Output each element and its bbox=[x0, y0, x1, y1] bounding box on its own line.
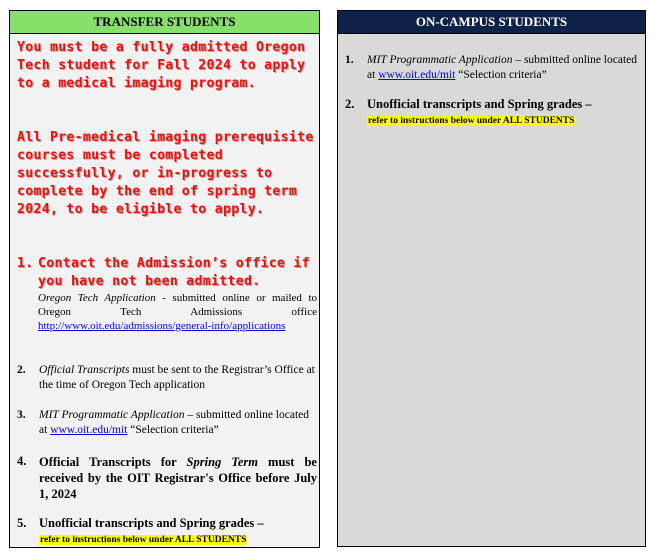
admission-notice: You must be a fully admitted Oregon Tech student for Fall 2024 to apply to a medical imaging program. bbox=[17, 40, 306, 91]
item-number: 1. bbox=[17, 256, 34, 271]
transfer-item-3 bbox=[17, 408, 317, 438]
transfer-item-2 bbox=[17, 363, 317, 393]
application-description: - submitted online or mailed to Oregon Tech Admissions office bbox=[38, 292, 318, 318]
transfer-students-column bbox=[9, 10, 320, 548]
on-campus-students-header: ON-CAMPUS STUDENTS bbox=[338, 11, 645, 34]
admissions-link[interactable]: http://www.oit.edu/admissions/general-info/applications bbox=[38, 320, 286, 332]
item-number: 5. bbox=[17, 516, 27, 530]
oregon-tech-application-text bbox=[38, 291, 317, 333]
spring-transcripts-text: Official Transcripts for Spring Term must be received by the OIT Registrar's Office before July 1, 2024 bbox=[39, 455, 317, 501]
transfer-item-4 bbox=[17, 454, 317, 502]
unofficial-transcripts-text: Unofficial transcripts and Spring grades – refer to instructions below under ALL STUDENTS bbox=[39, 516, 264, 545]
all-students-highlight: refer to instructions below under ALL STUDENTS bbox=[368, 116, 575, 126]
item-number: 3. bbox=[17, 409, 26, 421]
transfer-students-header: TRANSFER STUDENTS bbox=[10, 11, 319, 34]
item-number: 2. bbox=[345, 97, 355, 111]
mit-application-text: MIT Programmatic Application – submitted online located at www.oit.edu/mit “Selection criteria” bbox=[39, 409, 310, 436]
official-transcripts-text: Official Transcripts must be sent to the Registrar’s Office at the time of Oregon Tech application bbox=[39, 364, 315, 391]
unofficial-transcripts-text: Unofficial transcripts and Spring grades – refer to instructions below under ALL STUDENTS bbox=[367, 97, 592, 126]
prerequisite-notice: All Pre-medical imaging prerequisite courses must be completed successfully, or in-progress to complete by the end of spring term 2024, to be eligible to apply. bbox=[17, 130, 314, 217]
transfer-item-5 bbox=[17, 516, 317, 548]
item-number: 1. bbox=[345, 54, 354, 66]
mit-link[interactable]: www.oit.edu/mit bbox=[378, 69, 456, 81]
item-number: 2. bbox=[17, 364, 26, 376]
transfer-item-1 bbox=[17, 255, 317, 333]
all-students-highlight: refer to instructions below under ALL STUDENTS bbox=[40, 535, 247, 545]
contact-admissions-heading: Contact the Admission’s office if you have not been admitted. bbox=[38, 256, 310, 289]
on-campus-item-2 bbox=[345, 97, 637, 129]
mit-link[interactable]: www.oit.edu/mit bbox=[50, 424, 128, 436]
application-name: Oregon Tech Application bbox=[38, 292, 156, 304]
on-campus-item-1 bbox=[345, 53, 637, 83]
mit-application-text: MIT Programmatic Application – submitted online located at www.oit.edu/mit “Selection criteria” bbox=[367, 54, 638, 81]
on-campus-students-column bbox=[337, 10, 646, 547]
item-number: 4. bbox=[17, 454, 27, 468]
